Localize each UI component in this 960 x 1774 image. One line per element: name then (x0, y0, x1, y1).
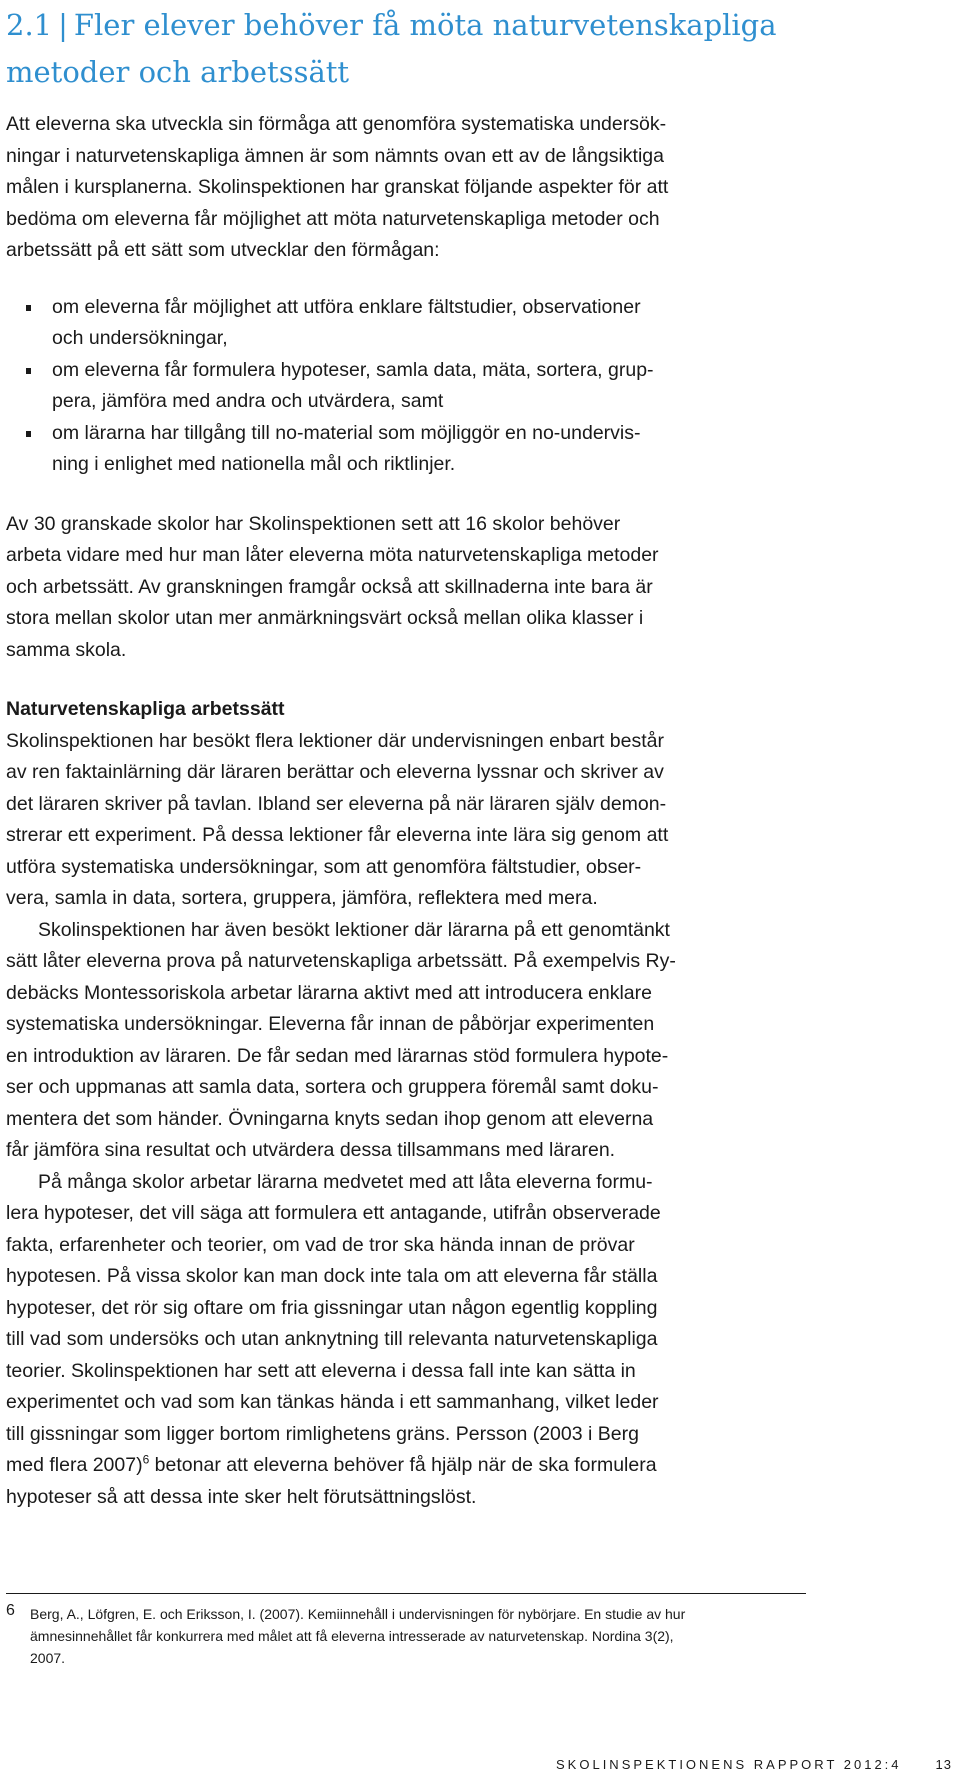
text-line: av ren faktainlärning där läraren berättar och eleverna lyssnar och skriver av (6, 761, 664, 783)
text-line: På många skolor arbetar lärarna medvetet med att låta eleverna formu- (38, 1170, 653, 1193)
bullet-square-icon (26, 305, 31, 311)
text-line: ning i enlighet med nationella mål och riktlinjer. (52, 453, 456, 475)
list-item (6, 418, 772, 481)
text-line: lera hypoteser, det vill säga att formulera ett antagande, utifrån observerade (6, 1202, 661, 1224)
text-line: det läraren skriver på tavlan. Ibland ser eleverna på när läraren själv demon- (6, 792, 667, 815)
text-line: och arbetssätt. Av granskningen framgår också att skillnaderna inte bara är (6, 575, 653, 598)
text-line: ningar i naturvetenskapliga ämnen är som nämnts ovan ett av de långsiktiga (6, 144, 664, 167)
text-line: får jämföra sina resultat och utvärdera dessa tillsammans med läraren. (6, 1139, 616, 1161)
subheading: Naturvetenskapliga arbetssätt (6, 698, 285, 720)
text-line: och undersökningar, (52, 327, 228, 349)
page-footer (556, 1757, 952, 1773)
text-line: hypotesen. På vissa skolor kan man dock inte tala om att eleverna får ställa (6, 1265, 658, 1287)
text-line: fakta, erfarenheter och teorier, om vad de tror ska hända innan de prövar (6, 1233, 635, 1256)
text-line: 2007. (30, 1650, 66, 1666)
footnote-number: 6 (6, 1602, 15, 1619)
text-line: med flera 2007) (6, 1454, 143, 1476)
list-item (6, 355, 772, 418)
text-line: utföra systematiska undersökningar, som att genomföra fältstudier, obser- (6, 855, 642, 878)
page-number: 13 (935, 1757, 952, 1772)
text-line: stora mellan skolor utan mer anmärkningsvärt också mellan olika klasser i (6, 607, 644, 629)
body-paragraph-3 (6, 1167, 806, 1514)
text-line: betonar att eleverna behöver få hjälp när de ska formulera (149, 1454, 657, 1476)
text-line: ser och uppmanas att samla data, sortera och gruppera föremål samt doku- (6, 1076, 659, 1098)
footnote-text (6, 1603, 786, 1669)
body-paragraph-2 (6, 915, 806, 1167)
text-line: om lärarna har tillgång till no-material som möjliggör en no-undervis- (52, 421, 641, 444)
heading-separator: | (58, 8, 68, 42)
text-line: Av 30 granskade skolor har Skolinspektionen sett att 16 skolor behöver (6, 512, 621, 535)
text-line: målen i kursplanerna. Skolinspektionen har granskat följande aspekter för att (6, 176, 669, 198)
text-line: Skolinspektionen har även besökt lektioner där lärarna på ett genomtänkt (38, 918, 670, 941)
text-line: strerar ett experiment. På dessa lektioner får eleverna inte lära sig genom att (6, 824, 669, 846)
main-content (6, 0, 806, 1513)
text-line: Skolinspektionen har besökt flera lektioner där undervisningen enbart består (6, 729, 664, 752)
text-line: om eleverna får formulera hypoteser, samla data, mäta, sortera, grup- (52, 358, 654, 381)
text-line: vera, samla in data, sortera, gruppera, jämföra, reflektera med mera. (6, 887, 598, 909)
footnote (6, 1603, 786, 1669)
text-line: bedöma om eleverna får möjlighet att möta naturvetenskapliga metoder och (6, 207, 660, 230)
text-line: till vad som undersöks och utan anknytning till relevanta naturvetenskapliga (6, 1328, 658, 1350)
text-line: mentera det som händer. Övningarna knyts sedan ihop genom att eleverna (6, 1107, 654, 1130)
text-line: Att eleverna ska utveckla sin förmåga att genomföra systematiska undersök- (6, 113, 667, 135)
section-heading (6, 0, 806, 96)
text-line: ämnesinnehållet får konkurrera med målet att få eleverna intresserade av naturvetenskap. Nordina 3(2), (30, 1628, 674, 1644)
text-line: till gissningar som ligger bortom rimlighetens gräns. Persson (2003 i Berg (6, 1422, 639, 1445)
text-line: teorier. Skolinspektionen har sett att eleverna i dessa fall inte kan sätta in (6, 1359, 636, 1382)
body-paragraph-1 (6, 726, 806, 915)
text-line: sätt låter eleverna prova på naturvetenskapliga arbetssätt. På exempelvis Ry- (6, 950, 676, 972)
text-line: arbeta vidare med hur man låter eleverna möta naturvetenskapliga metoder (6, 544, 659, 566)
text-line: hypoteser så att dessa inte sker helt förutsättningslöst. (6, 1485, 477, 1508)
text-line: hypoteser, det rör sig oftare om fria gissningar utan någon egentlig koppling (6, 1296, 658, 1319)
text-line: Berg, A., Löfgren, E. och Eriksson, I. (2007). Kemiinnehåll i undervisningen för nybörjare. En studie av hur (30, 1606, 686, 1622)
aspect-list (6, 292, 806, 481)
text-line: experimentet och vad som kan tänkas hända i ett sammanhang, vilket leder (6, 1391, 659, 1413)
footnote-divider (6, 1593, 806, 1594)
list-item (6, 292, 772, 355)
text-line: arbetssätt på ett sätt som utvecklar den förmågan: (6, 239, 440, 261)
report-title: SKOLINSPEKTIONENS RAPPORT 2012:4 (556, 1757, 902, 1772)
text-line: samma skola. (6, 638, 127, 661)
text-line: systematiska undersökningar. Eleverna får innan de påbörjar experimenten (6, 1013, 655, 1035)
intro-paragraph (6, 109, 806, 267)
text-line: debäcks Montessoriskola arbetar lärarna aktivt med att introducera enklare (6, 981, 652, 1004)
heading-title-line-2: metoder och arbetssätt (6, 55, 350, 89)
text-line: om eleverna får möjlighet att utföra enklare fältstudier, observationer (52, 295, 641, 318)
footnote-reference[interactable]: 6 (142, 1452, 150, 1467)
heading-title-line-1: Fler elever behöver få möta naturvetenskapliga (73, 8, 777, 42)
findings-paragraph (6, 509, 806, 667)
bullet-square-icon (26, 431, 31, 437)
text-line: en introduktion av läraren. De får sedan med lärarnas stöd formulera hypote- (6, 1044, 669, 1067)
section-number: 2.1 (6, 8, 53, 42)
text-line: pera, jämföra med andra och utvärdera, samt (52, 390, 444, 412)
bullet-square-icon (26, 368, 31, 374)
